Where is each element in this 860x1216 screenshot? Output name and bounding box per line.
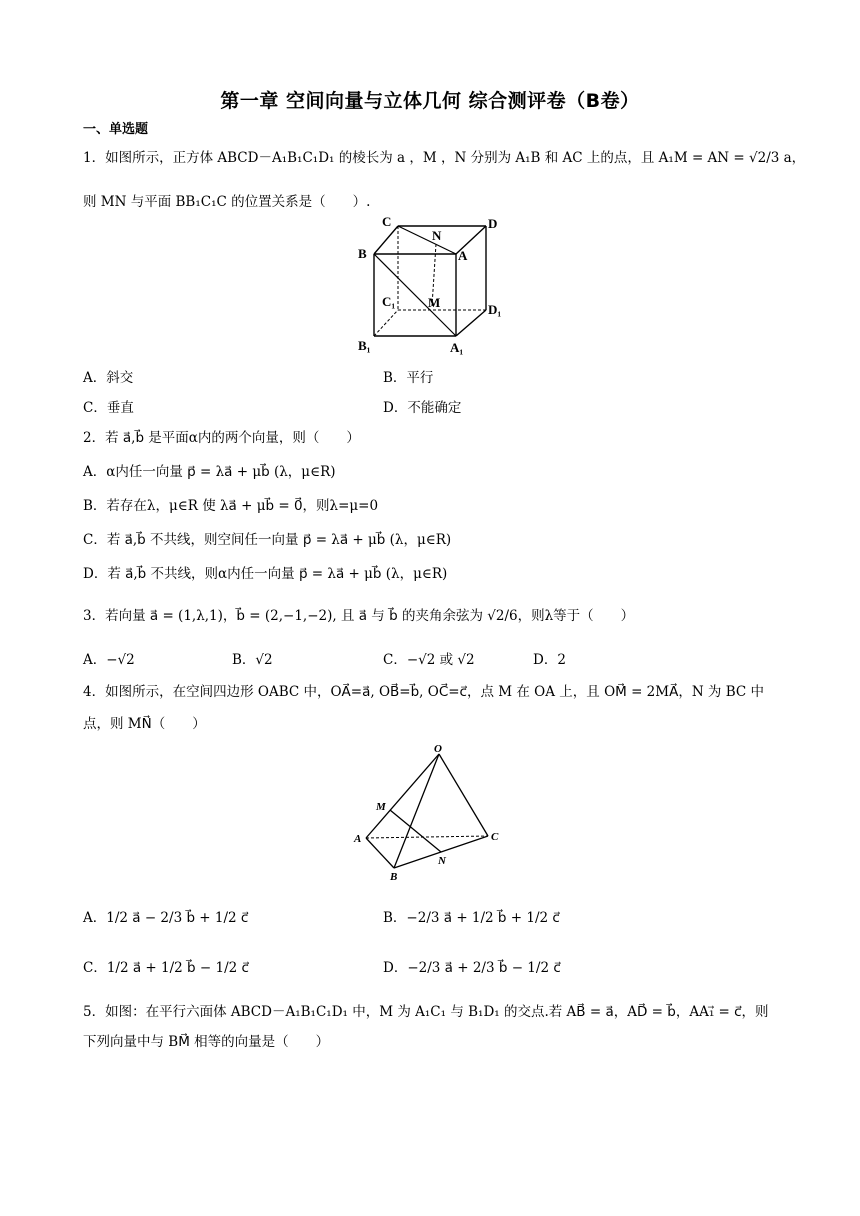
- label-M: M: [428, 295, 441, 310]
- label-A1: A₁: [450, 340, 464, 355]
- label-M: M: [376, 801, 386, 813]
- label-C1: C₁: [382, 294, 396, 309]
- q3-option-b[interactable]: B．√2: [232, 652, 273, 668]
- q2-option-b[interactable]: B．若存在λ，μ∈R 使 λa⃗ + μb⃗ = 0⃗，则λ=μ=0: [83, 498, 379, 514]
- q3-option-d[interactable]: D．2: [533, 652, 566, 668]
- q3-option-c[interactable]: C．−√2 或 √2: [383, 652, 475, 668]
- label-D: D: [488, 216, 498, 231]
- page-title: 第一章 空间向量与立体几何 综合测评卷（B卷）: [220, 90, 640, 112]
- q4-stem-line1: 4．如图所示，在空间四边形 OABC 中，OA⃗=a⃗, OB⃗=b⃗, OC⃗=c⃗，点 M 在 OA 上，且 OM⃗ = 2MA⃗，N 为 BC 中: [83, 684, 765, 700]
- section-heading: 一、单选题: [83, 122, 149, 137]
- label-D1: D₁: [488, 302, 502, 317]
- q1-option-c[interactable]: C．垂直: [83, 400, 134, 416]
- label-B: B: [358, 246, 367, 261]
- q5-stem-line2: 下列向量中与 BM⃗ 相等的向量是（ ）: [83, 1034, 330, 1050]
- label-N: N: [438, 855, 446, 867]
- label-C: C: [491, 831, 499, 843]
- q5-stem-line1: 5．如图：在平行六面体 ABCD－A₁B₁C₁D₁ 中，M 为 A₁C₁ 与 B₁D₁ 的交点.若 AB⃗ = a⃗，AD⃗ = b⃗，AA₁⃗ = c⃗，则: [83, 1004, 769, 1020]
- q4-stem-line2: 点，则 MN⃗（ ）: [83, 716, 206, 732]
- q1-option-d[interactable]: D．不能确定: [383, 400, 462, 416]
- q4-option-d[interactable]: D．−2/3 a⃗ + 2/3 b⃗ − 1/2 c⃗: [383, 960, 561, 976]
- q1-cube-figure: [352, 214, 508, 358]
- q1-stem-line1: 1．如图所示，正方体 ABCD－A₁B₁C₁D₁ 的棱长为 a ，M ，N 分别为 A₁B 和 AC 上的点，且 A₁M = AN = √2/3 a，: [83, 150, 806, 166]
- q1-option-b[interactable]: B．平行: [383, 370, 434, 386]
- q4-option-c[interactable]: C．1/2 a⃗ + 1/2 b⃗ − 1/2 c⃗: [83, 960, 249, 976]
- q1-option-a[interactable]: A．斜交: [83, 370, 134, 386]
- q4-tetrahedron-figure: [350, 740, 510, 884]
- label-A: A: [458, 248, 468, 263]
- q2-option-c[interactable]: C．若 a⃗,b⃗ 不共线，则空间任一向量 p⃗ = λa⃗ + μb⃗ (λ，μ∈R): [83, 532, 452, 548]
- q3-stem: 3．若向量 a⃗ = (1,λ,1)，b⃗ = (2,−1,−2), 且 a⃗ 与 b⃗ 的夹角余弦为 √2/6，则λ等于（ ）: [83, 608, 635, 624]
- label-O: O: [434, 743, 442, 755]
- q2-stem: 2．若 a⃗,b⃗ 是平面α内的两个向量，则（ ）: [83, 430, 360, 446]
- label-B1: B₁: [358, 338, 371, 353]
- q4-option-a[interactable]: A．1/2 a⃗ − 2/3 b⃗ + 1/2 c⃗: [83, 910, 249, 926]
- label-N: N: [432, 228, 442, 243]
- q2-option-d[interactable]: D．若 a⃗,b⃗ 不共线，则α内任一向量 p⃗ = λa⃗ + μb⃗ (λ，μ∈R): [83, 566, 448, 582]
- label-A: A: [354, 833, 362, 845]
- q4-option-b[interactable]: B．−2/3 a⃗ + 1/2 b⃗ + 1/2 c⃗: [383, 910, 560, 926]
- q1-stem-line2: 则 MN 与平面 BB₁C₁C 的位置关系是（ ）.: [83, 194, 371, 210]
- label-C: C: [382, 214, 392, 229]
- q3-option-a[interactable]: A．−√2: [83, 652, 135, 668]
- q2-option-a[interactable]: A．α内任一向量 p⃗ = λa⃗ + μb⃗ (λ，μ∈R): [83, 464, 336, 480]
- label-B: B: [390, 871, 398, 883]
